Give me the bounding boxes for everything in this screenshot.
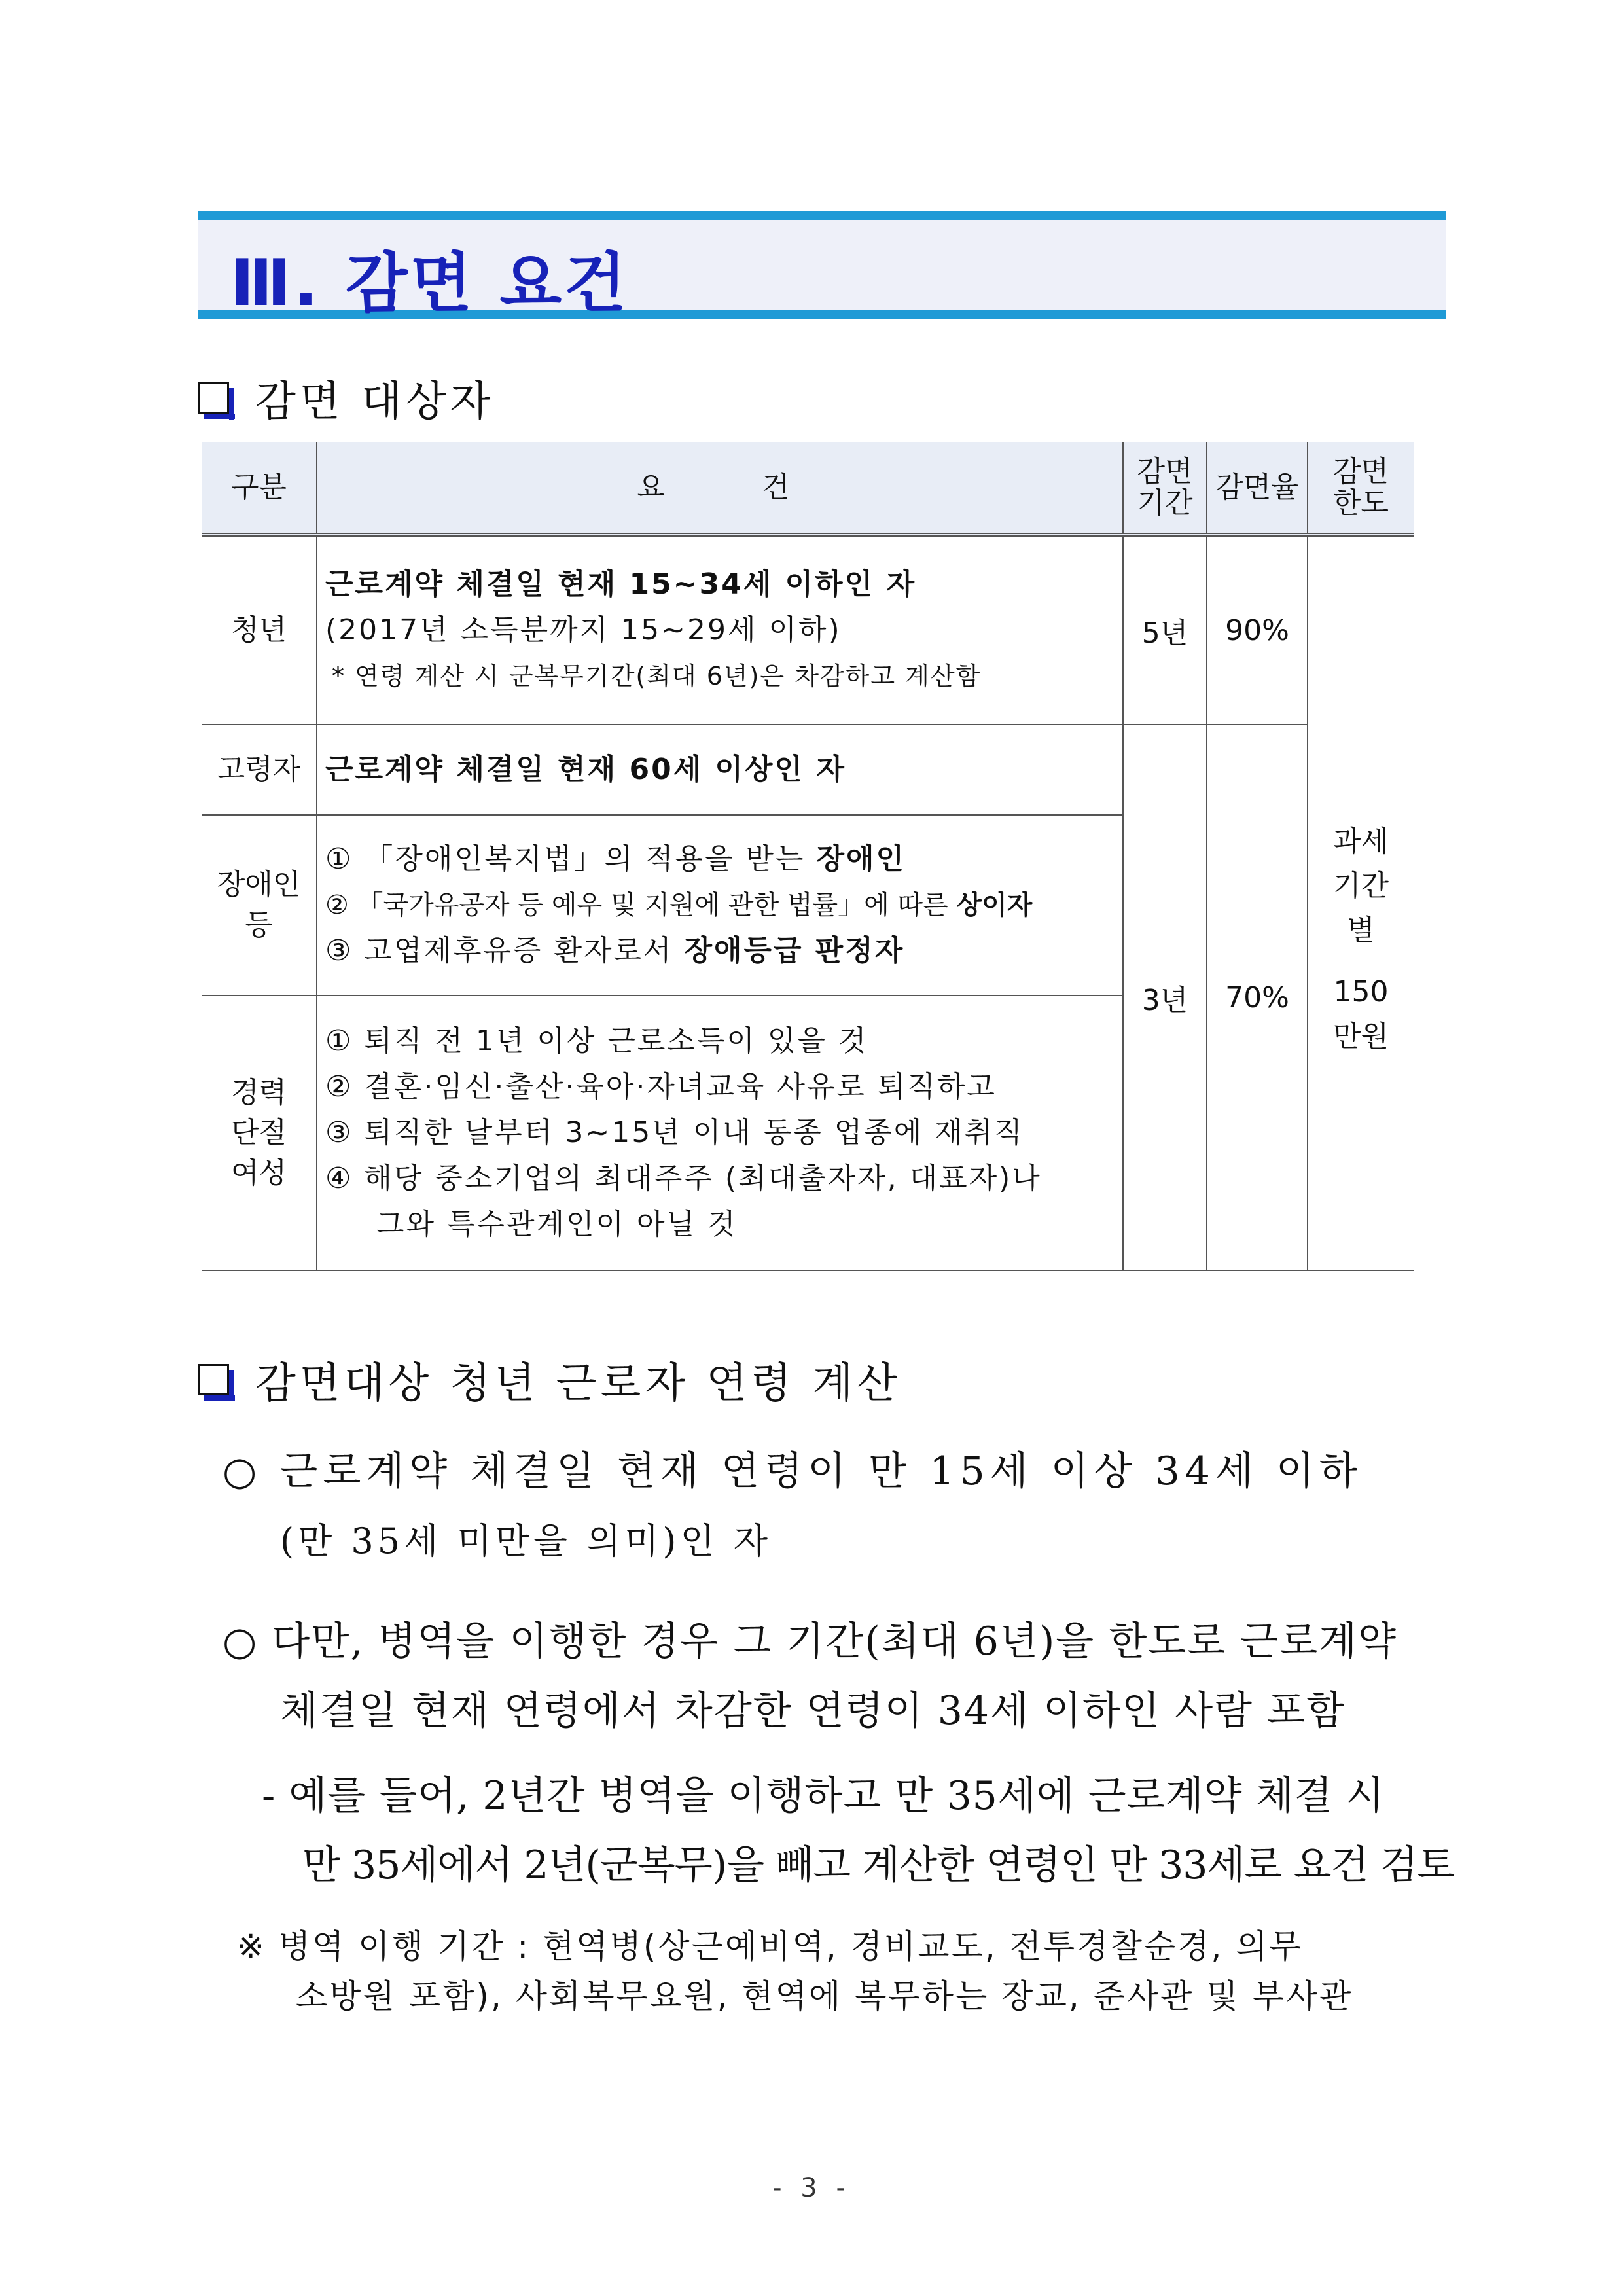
table-row <box>202 535 1414 725</box>
paragraph-line: ○ 다만, 병역을 이행한 경우 그 기간(최대 6년)을 한도로 근로계약 <box>223 1619 1398 1664</box>
table-row <box>202 725 1414 815</box>
paragraph-line: ※ 병역 이행 기간 : 현역병(상근예비역, 경비교도, 전투경찰순경, 의무 <box>237 1928 1303 1965</box>
header-requirement: 요 건 <box>317 442 1123 535</box>
paragraph-line: (만 35세 미만을 의미)인 자 <box>280 1520 772 1562</box>
section-heading-age-calc <box>198 1350 901 1410</box>
page-number: - 3 - <box>772 2173 851 2203</box>
requirements-table <box>202 442 1414 1271</box>
category-elderly: 고령자 <box>202 725 317 815</box>
header-category: 구분 <box>202 442 317 535</box>
exemption-limit: 과세 기간 별 150 만원 <box>1308 535 1414 1270</box>
table-header-row <box>202 442 1414 535</box>
requirement-disabled: ① 「장애인복지법」의 적용을 받는 장애인 ② 「국가유공자 등 예우 및 지원에 관한 법률」에 따른 상이자 ③ 고엽제후유증 환자로서 장애등급 판정자 <box>317 815 1123 996</box>
requirement-youth: 근로계약 체결일 현재 15∼34세 이하인 자 (2017년 소득분까지 15∼29세 이하) * 연령 계산 시 군복무기간(최대 6년)은 차감하고 계산함 <box>317 535 1123 725</box>
rate-shared: 70% <box>1207 725 1308 1270</box>
chapter-title: Ⅲ. 감면 요건 <box>230 246 629 321</box>
chapter-banner <box>198 211 1446 319</box>
checkbox-square-icon <box>198 1364 229 1395</box>
period-youth: 5년 <box>1123 535 1207 725</box>
category-youth: 청년 <box>202 535 317 725</box>
paragraph-line: - 예를 들어, 2년간 병역을 이행하고 만 35세에 근로계약 체결 시 <box>262 1773 1385 1819</box>
category-disabled: 장애인 등 <box>202 815 317 996</box>
paragraph-line: 만 35세에서 2년(군복무)을 빼고 계산한 연령인 만 33세로 요건 검토 <box>302 1842 1455 1888</box>
checkbox-square-icon <box>198 382 229 414</box>
section-title: 감면대상 청년 근로자 연령 계산 <box>255 1359 902 1408</box>
requirement-career-break-women: ① 퇴직 전 1년 이상 근로소득이 있을 것 ② 결혼·임신·출산·육아·자녀교육 사유로 퇴직하고 ③ 퇴직한 날부터 3∼15년 이내 동종 업종에 재취직 ④ 해당 중소기업의 최대주주 (최대출자자, 대표자)나 그와 특수관계인이 아닐 것 <box>317 996 1123 1270</box>
section-title: 감면 대상자 <box>255 378 495 426</box>
period-shared: 3년 <box>1123 725 1207 1270</box>
paragraph-line: 소방원 포함), 사회복무요원, 현역에 복무하는 장교, 준사관 및 부사관 <box>296 1977 1353 2015</box>
category-career-break-women: 경력 단절 여성 <box>202 996 317 1270</box>
header-period: 감면 기간 <box>1123 442 1207 535</box>
header-rate: 감면율 <box>1207 442 1308 535</box>
section-heading-targets <box>198 368 494 428</box>
paragraph-line: 체결일 현재 연령에서 차감한 연령이 34세 이하인 사람 포함 <box>280 1688 1346 1734</box>
requirement-elderly: 근로계약 체결일 현재 60세 이상인 자 <box>317 725 1123 815</box>
rate-youth: 90% <box>1207 535 1308 725</box>
paragraph-line: ○ 근로계약 체결일 현재 연령이 만 15세 이상 34세 이하 <box>223 1448 1363 1494</box>
header-limit: 감면 한도 <box>1308 442 1414 535</box>
